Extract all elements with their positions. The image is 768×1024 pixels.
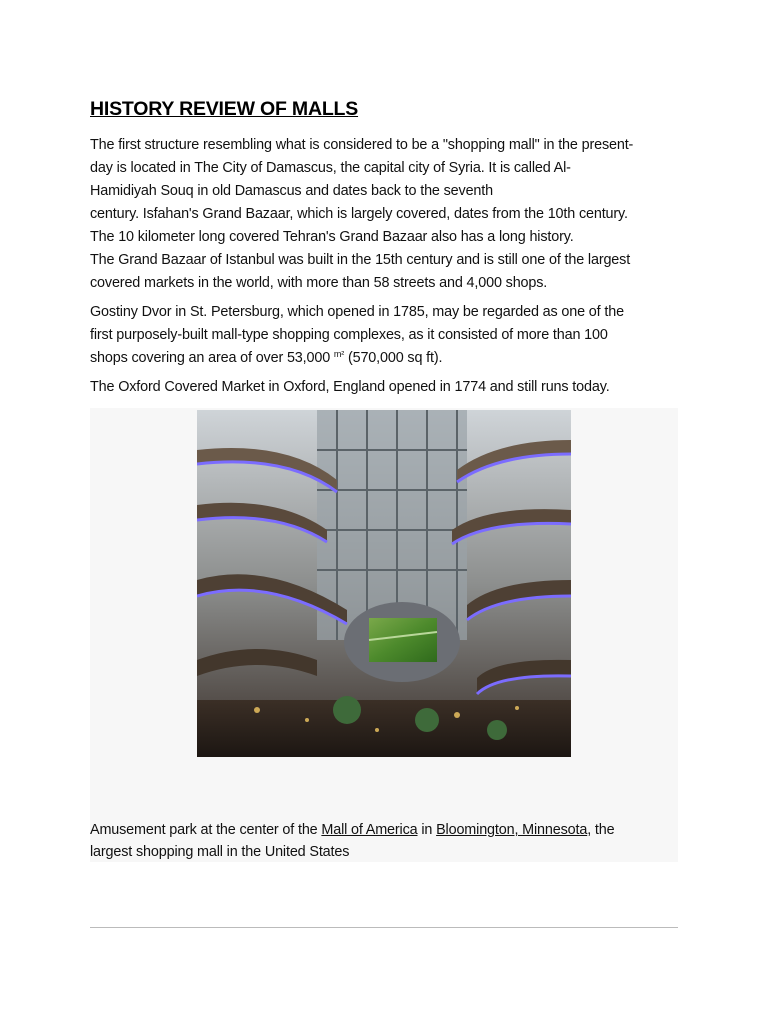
caption-text: in xyxy=(417,822,437,838)
paragraph-oxford: The Oxford Covered Market in Oxford, England opened in 1774 and still runs today. xyxy=(90,379,610,395)
caption-text: Amusement park at the center of the xyxy=(90,822,322,838)
figure-caption xyxy=(90,819,678,863)
paragraph-gostiny-dvor xyxy=(90,301,680,370)
caption-text: , the xyxy=(587,822,615,838)
mall-figure xyxy=(90,408,678,862)
link-bloomington-minnesota[interactable]: Bloomington, Minnesota xyxy=(436,822,588,838)
paragraph-damascus xyxy=(90,134,680,295)
text-line: Hamidiyah Souq in old Damascus and dates back to the seventh xyxy=(90,183,493,199)
text-line: shops covering an area of over 53,000 xyxy=(90,350,334,366)
text-line: covered markets in the world, with more than 58 streets and 4,000 shops. xyxy=(90,275,548,291)
link-mall-of-america[interactable]: Mall of America xyxy=(321,822,418,838)
page-title: HISTORY REVIEW OF MALLS xyxy=(90,98,359,120)
text-line: The Grand Bazaar of Istanbul was built in the 15th century and is still one of the largest xyxy=(90,252,631,268)
horizontal-divider xyxy=(90,927,678,928)
article xyxy=(90,96,680,399)
text-line: The first structure resembling what is considered to be a "shopping mall" in the present- xyxy=(90,137,634,153)
mall-atrium-photo xyxy=(197,410,571,757)
text-line: day is located in The City of Damascus, the capital city of Syria. It is called Al- xyxy=(90,160,571,176)
text-line: first purposely-built mall-type shopping complexes, as it consisted of more than 100 xyxy=(90,327,608,343)
text-line: century. Isfahan's Grand Bazaar, which is largely covered, dates from the 10th century. xyxy=(90,206,628,222)
text-line: (570,000 sq ft). xyxy=(344,350,443,366)
unit-superscript: m² xyxy=(333,349,345,359)
text-line: The 10 kilometer long covered Tehran's Grand Bazaar also has a long history. xyxy=(90,229,574,245)
caption-text: largest shopping mall in the United States xyxy=(90,844,350,860)
text-line: Gostiny Dvor in St. Petersburg, which opened in 1785, may be regarded as one of the xyxy=(90,304,624,320)
